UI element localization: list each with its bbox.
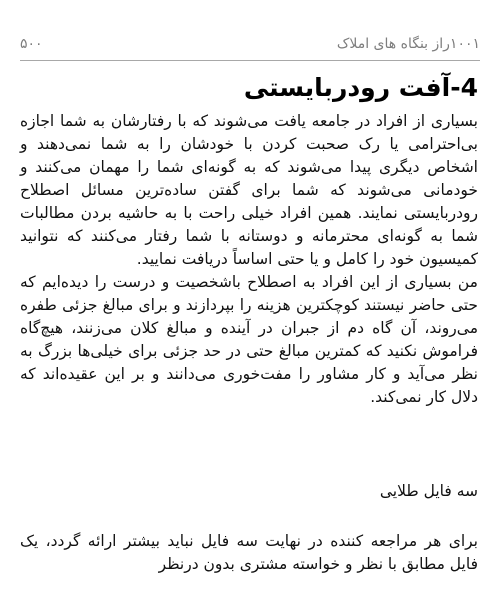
section-body <box>20 110 478 409</box>
subsection-heading: سه فایل طلایی <box>379 482 478 500</box>
section-heading: 4-آفت رودربایستی <box>243 73 478 102</box>
paragraph: برای هر مراجعه کننده در نهایت سه فایل نباید بیشتر ارائه گردد، یک فایل مطابق با نظر و خواسته مشتری بدون درنظر <box>20 532 478 573</box>
paragraph: من بسیاری از این افراد به اصطلاح باشخصیت و درست را دیده‌ایم که حتی حاضر نیستند کوچکترین هزینه را بپردازند و برای مبالغ جزئی طفره می‌روند، آن گاه دم از جبران در آینده و مبالغ کلان می‌زنند، هیچ‌گاه فراموش نکنید که کمترین مبالغ حتی در حد جزئی برای خیلی‌ها بزرگ به نظر می‌آید و کار مشاور را مفت‌خوری می‌دانند و بر این عقیده‌اند که دلال کار نمی‌کند. <box>20 273 478 406</box>
running-head <box>20 34 480 54</box>
subsection-body <box>20 530 478 576</box>
paragraph: بسیاری از افراد در جامعه یافت می‌شوند که با رفتارشان به شما اجازه بی‌احترامی یا رک صحبت کردن با خودشان را به شما نمی‌دهند و اشخاص دیگری پیدا می‌شوند که به گونه‌ای شما را مهمان می‌کنند و خودمانی می‌شوند که شما برای گفتن ساده‌ترین مسائل اصطلاح رودربایستی نمایند. همین افراد خیلی راحت با به حاشیه بردن مطالبات شما به گونه‌ای محترمانه و دوستانه با شما رفتار می‌کنند که نتوانید کمیسیون خود را کامل و یا حتی اساساً دریافت نمایید. <box>20 112 478 268</box>
running-title: ۱۰۰۱راز بنگاه های املاک <box>336 36 480 52</box>
header-rule <box>20 60 480 61</box>
page-number: ۵۰۰ <box>20 36 43 52</box>
